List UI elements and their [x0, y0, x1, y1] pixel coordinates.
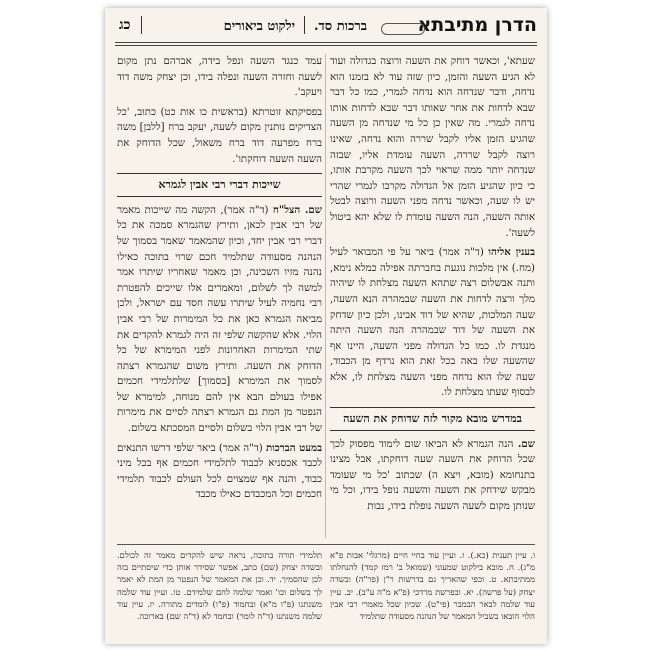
section-heading: במדרש מובא מקור לזה שדוחק את השעה	[330, 407, 535, 431]
paragraph-lead: בענין אליהו	[488, 246, 535, 259]
running-header	[115, 14, 537, 40]
paragraph-lead: שם. הצל"ח	[272, 203, 322, 216]
paragraph-lead: שם.	[517, 437, 535, 450]
paragraph: עמד כנגד השעה ונפל בידה, אברהם נתן מקום לשעה וחזרה השעה ונפלה בידו, וכן יצחק משה דוד ויעקב'.	[117, 56, 322, 99]
column-divider	[325, 54, 326, 538]
header-separator	[304, 16, 305, 34]
paragraph: בפסיקתא זוטרתא (בראשית כו אות כט) כתוב, 'כל הצדיקים נותנין מקום לשעה, יעקב ברח [ללבן] משה ברח מפרעה דוד ברח משאול, שכל הדוחק את השעה השעה דוחקתו'.	[117, 106, 322, 165]
paragraph-text: (ד"ה אמר), הקשה מה שייכות מאמר של רבי אבין לכאן, ותירץ שהגמרא סמכה את כל דברי רבי אבין יחד, וכיון שהמאמר שאמר בסמוך של הנהנה מסעודה שתלמיד חכם שרוי בתוכה כאילו נהנה מזיו השכינה, וכן מאמר שאחריו שיתרו אמר למשה לך לשלום, ומאמרים אלו שייכים להפטרת רבי נחמיה לעיל שיתרו עשה חסד עם ישראל, ולכן מביאה הגמרא כאן את כל המימרות של רבי אבין הלוי. אלא שהקשה שלפי זה היה לגמרא להקדים את שתי המימרות האחרונות לפני המימרא של כל הדוחק את השעה. ותירץ משום שהגמרא רצתה לסמוך את המימרא [בסמוך] שלתלמידי חכמים אפילו בעולם הבא אין להם מנוחה, למימרא של הנפטר מן המת גם הגמרא רצתה לסיים את מימרות של רבי אבין הלוי בשלום ולסיים המסכתא בשלום.	[117, 204, 322, 435]
footnote-rule	[117, 544, 535, 545]
footnotes-right: ו. עיין תענית (כא.). ז. ועיין עוד בחיי חיים (מרגלי' אבות פ"א מ"ג). ח. מובא בילקוט שמעוני (שמואל ב' רמז קמד) להנחלתו ממתיבתא. ט. וכפי שהאריך גם בדרשות ר"ן (פר"ה) ובשדה יצחק (על פרשה). יא. ובפרשת מרדכי (פ"א מ"ה ע"ב). יב. עיין עוד שלמה לבאר הבמבר (פי"ט). שכיון שכל מאמרי רבי אבין הלוי הובאו בשביל המאמר של הנהנה מסעודה שתלמיד	[330, 550, 535, 622]
paragraph-text: (ד"ה אמר) ביאר על פי המבואר לעיל (מח.) אין מלכות נוגעת בחברתה אפילה כמלא נימא, ותנה אבשלום רצה שתהא השעה מצלחת לו שיהיה מלך ורצה לדחות את השעה שבמהרה הנא השעה, שעה המלכות, שהיא של דוד אבינו, ולכן כיון שדחק את השעה של דוד שבמהרה הנה השעה היתה מנגדת לו. כמו כל הגדולה מפני השעה, היינו אף שהשעה שלו באה בכל זאת הוא נרדף מן הכבוד, שעה שלו הוא נדחה מפני השעה מצלחת לו, אלא לבסוף שעתו מצלחת לו.	[330, 247, 535, 399]
header-rule	[115, 42, 537, 43]
page-number: כג	[119, 17, 131, 33]
header-separator	[141, 16, 142, 34]
paragraph	[330, 245, 535, 401]
ornament-icon	[381, 23, 425, 35]
tractate-reference: ברכות סד.	[314, 19, 367, 34]
footnotes-left: תלמידי תורה בתוכה, נראה שיש להקדים מאמר זה לכולם. ובשדה יצחק (שם) כתב, אפשר שסידר אותן כדי שיסתיים בזה לכן שהסמיך. יד. וכן את המאמר של הנפטר מן המת לא יאמר לך בשלום וכו' ואמר שלמה להם שלמידם. טו. ועיין עוד שלמה משנתנו (פ"ו מ"א) ובחמוד (פ"ו) לומדים מתורה. יז. עיין עוד שלמה משנתנו (ד"ה לומר) ובחמד לא (ד"ה שם) בארוכה.	[117, 550, 322, 622]
section-heading: שייכות דברי רבי אבין לגמרא	[117, 173, 322, 197]
paragraph-lead: במעט הברכות	[265, 441, 322, 454]
book-title: הדרן מתיבתא	[417, 14, 537, 36]
paragraph: שעתא', וכאשר דוחק את השעה ורוצה בגדולה ועוד לא הגיע השעה והזמן, כיון שזה עוד לא בזמנו הוא נדחה, ודבר שנדחה הוא נדחה לגמרי, כמו כל דבר שבא לדחות את אחר שאותו דבר שבא לדחות אותו נדחה לגמרי. מה שאין כן כל מי שנדחה מן השעה שהגיע הזמן אליו לקבל שררה והוא נדחה, שאינו רוצה לקבל שררה, השעה עומדת אליו, שבזה שנדחה יותר ממה שראוי לכך השעה מקרבת אותו, כי כיון שהגיע הזמן אל הגדולה מקרבו לגמרי שהרי יש לו שעה, וכאשר נדחה מפני השעה ורוצה לבטל אותה השעה, הנה השעה עומדת לו שלא יהא ביטול לשעה'.	[330, 56, 535, 239]
book-page	[105, 8, 547, 644]
left-column	[117, 54, 322, 540]
paragraph	[330, 437, 535, 515]
paragraph	[117, 203, 322, 437]
header-subtitle: ילקוט ביאורים	[223, 19, 295, 34]
paragraph	[117, 441, 322, 503]
paragraph-text: הנה הגמרא לא הביאו שום לימוד מפסוק לכך שכל הדוחק את השעה שעה דוחקתו, אבל מצינו בתנחומא (מובא, ויצא ה) שכתוב 'כל מי שעומד מבקש שידחק את השעה והשעה נופל בידו, וכל מי שנותן מקום לשעה השעה נופלת בידו, נבות	[330, 438, 535, 513]
header-rule	[115, 45, 537, 46]
paragraph-text: (ד"ה אמר) ביאר שלפי דרשו התנאים לכבד אכסניא לכבוד לתלמידי חכמים אף בכל מיני כבוד, והנה אף שמצוים לכל העולם לכבוד תלמידי חכמים וכל המכבדם כאילו מכבד	[117, 442, 322, 501]
right-column	[330, 54, 535, 540]
